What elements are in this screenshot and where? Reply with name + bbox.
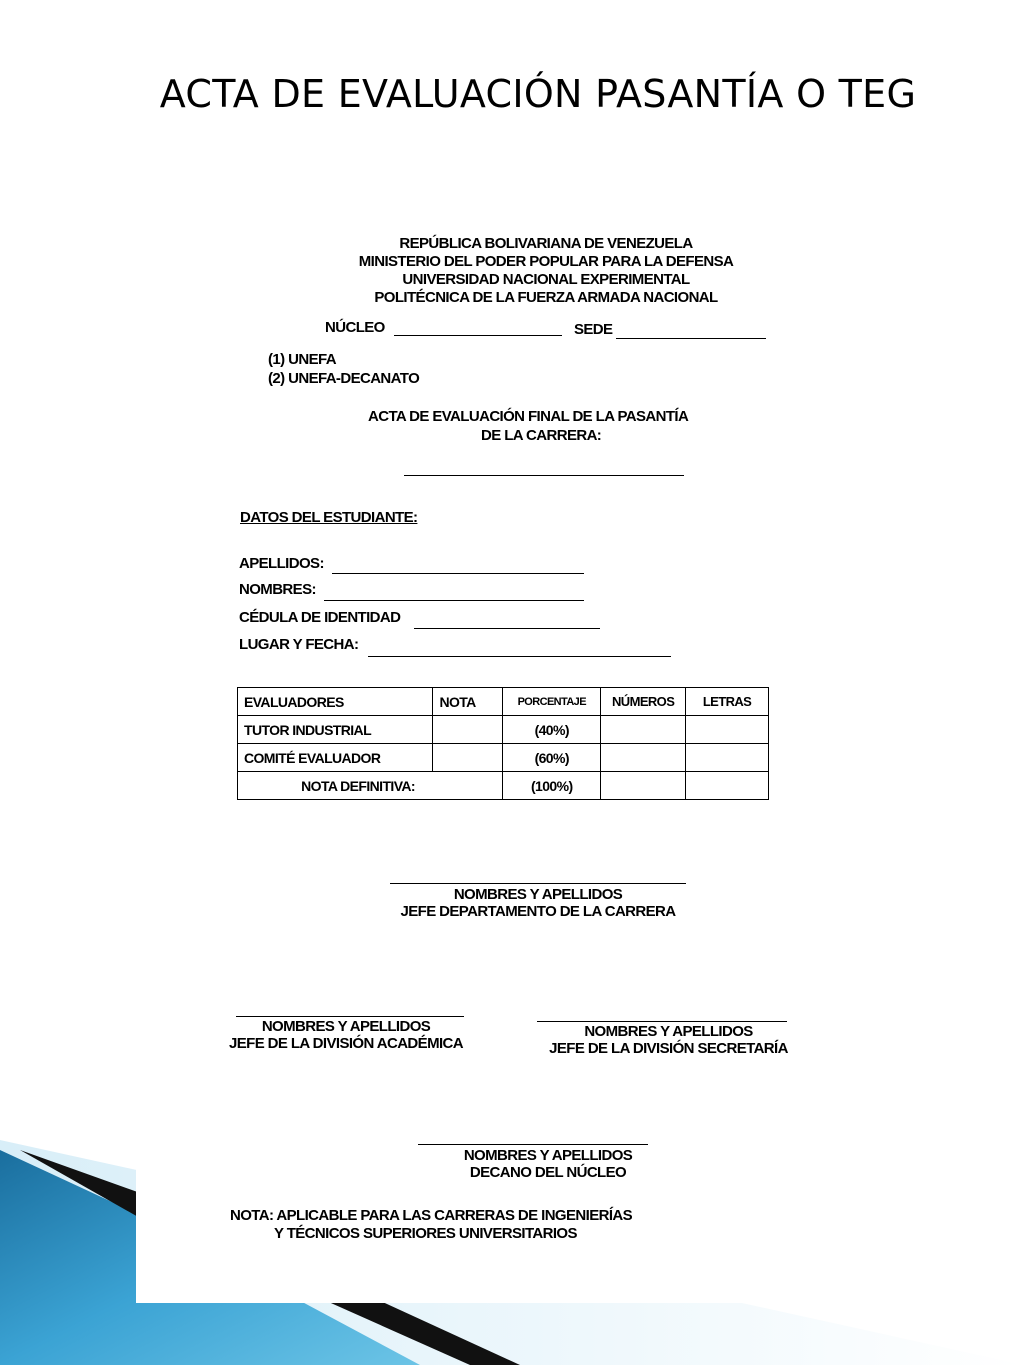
- lugar-fecha-label: LUGAR Y FECHA:: [239, 636, 359, 653]
- apellidos-label: APELLIDOS:: [239, 555, 324, 572]
- apellidos-field-line: [332, 573, 584, 574]
- acta-title-line-1: ACTA DE EVALUACIÓN FINAL DE LA PASANTÍA: [368, 408, 689, 425]
- sig-academica-title: JEFE DE LA DIVISIÓN ACADÉMICA: [228, 1035, 463, 1052]
- table-header-row: [238, 688, 769, 716]
- final-nota-cell: [433, 772, 503, 800]
- footer-note-line-1: NOTA: APLICABLE PARA LAS CARRERAS DE INGENIERÍAS: [230, 1207, 633, 1224]
- header-line-3: UNIVERSIDAD NACIONAL EXPERIMENTAL: [402, 271, 690, 288]
- sede-label: SEDE: [574, 321, 613, 338]
- signature-line-decano: [418, 1144, 648, 1145]
- student-section-heading: DATOS DEL ESTUDIANTE:: [240, 509, 418, 526]
- sede-field-line: [616, 338, 766, 339]
- note-unefa-decanato: (2) UNEFA-DECANATO: [268, 370, 420, 387]
- signature-line-secretaria: [537, 1021, 787, 1022]
- sig-decano-title: DECANO DEL NÚCLEO: [469, 1164, 627, 1181]
- evaluator-cell: COMITÉ EVALUADOR: [238, 744, 433, 772]
- letras-cell: [686, 716, 769, 744]
- sig-secretaria-names: NOMBRES Y APELLIDOS: [584, 1023, 753, 1040]
- final-numeros-cell: [601, 772, 686, 800]
- percent-cell: (40%): [503, 716, 601, 744]
- header-evaluadores: EVALUADORES: [238, 688, 433, 716]
- slide-title: ACTA DE EVALUACIÓN PASANTÍA O TEG: [159, 72, 917, 116]
- table-final-row: [238, 772, 769, 800]
- lugar-fecha-field-line: [368, 656, 671, 657]
- evaluator-cell: TUTOR INDUSTRIAL: [238, 716, 433, 744]
- footer-note-line-2: Y TÉCNICOS SUPERIORES UNIVERSITARIOS: [274, 1225, 577, 1242]
- nota-cell: [433, 744, 503, 772]
- table-row: [238, 744, 769, 772]
- sig-academica-names: NOMBRES Y APELLIDOS: [261, 1018, 431, 1035]
- final-letras-cell: [686, 772, 769, 800]
- header-nota: NOTA: [433, 688, 503, 716]
- carrera-field-line: [404, 475, 684, 476]
- header-letras: LETRAS: [686, 688, 769, 716]
- cedula-label: CÉDULA DE IDENTIDAD: [239, 609, 401, 626]
- numeros-cell: [601, 716, 686, 744]
- nucleo-label: NÚCLEO: [325, 319, 385, 336]
- sig-secretaria-title: JEFE DE LA DIVISIÓN SECRETARÍA: [549, 1040, 788, 1057]
- final-label-cell: NOTA DEFINITIVA:: [238, 772, 433, 800]
- header-porcentaje: PORCENTAJE: [503, 688, 601, 716]
- header-line-1: REPÚBLICA BOLIVARIANA DE VENEZUELA: [399, 235, 693, 252]
- acta-title-line-2: DE LA CARRERA:: [481, 427, 602, 444]
- cedula-field-line: [414, 628, 600, 629]
- table-row: [238, 716, 769, 744]
- letras-cell: [686, 744, 769, 772]
- sig-departamento-title: JEFE DEPARTAMENTO DE LA CARRERA: [400, 903, 676, 920]
- signature-line-academica: [236, 1016, 464, 1017]
- header-line-2: MINISTERIO DEL PODER POPULAR PARA LA DEFENSA: [358, 253, 734, 270]
- nombres-field-line: [324, 600, 584, 601]
- evaluation-table: [237, 687, 769, 800]
- numeros-cell: [601, 744, 686, 772]
- nombres-label: NOMBRES:: [239, 581, 316, 598]
- note-unefa: (1) UNEFA: [268, 351, 336, 368]
- nucleo-field-line: [394, 335, 562, 336]
- header-numeros: NÚMEROS: [601, 688, 686, 716]
- scanned-document: [136, 175, 896, 1303]
- sig-decano-names: NOMBRES Y APELLIDOS: [463, 1147, 633, 1164]
- signature-line-departamento: [390, 883, 686, 884]
- nota-cell: [433, 716, 503, 744]
- final-percent-cell: (100%): [503, 772, 601, 800]
- percent-cell: (60%): [503, 744, 601, 772]
- sig-departamento-names: NOMBRES Y APELLIDOS: [453, 886, 623, 903]
- header-line-4: POLITÉCNICA DE LA FUERZA ARMADA NACIONAL: [374, 289, 718, 306]
